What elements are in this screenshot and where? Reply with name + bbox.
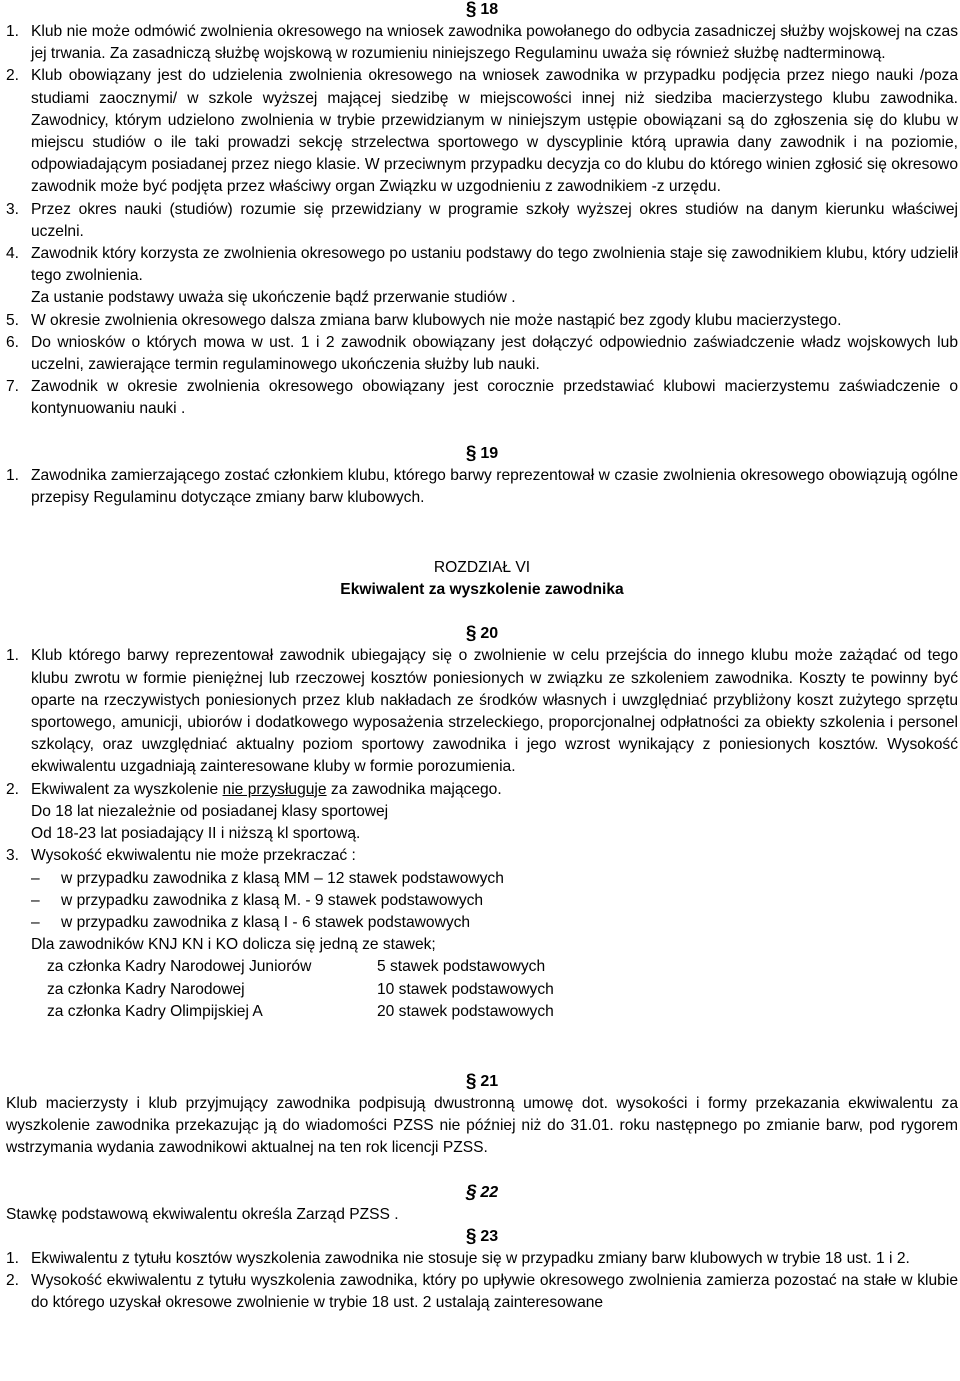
list-item: 1. Ekwiwalentu z tytułu kosztów wyszkolenia zawodnika nie stosuje się w przypadku zmiany barw klubowych w trybie 18 ust. 1 i 2. <box>6 1249 910 1267</box>
list-item: Za ustanie podstawy uważa się ukończenie bądź przerwanie studiów . <box>31 289 516 307</box>
chapter-label: ROZDZIAŁ VI <box>433 559 531 577</box>
rate-who: za członka Kadry Narodowej <box>47 980 245 998</box>
section-18-title: § 18 <box>465 0 499 20</box>
list-item: 1. Klub nie może odmówić zwolnienia okresowego na wniosek zawodnika powołanego do odbycia zasadniczej służby wojskowej na czas jej trwania. Za zasadniczą służbę wojskową w rozumieniu niniejszego Regulaminu uważa się również służbę nadterminową. <box>6 23 958 63</box>
list-item: 6. Do wniosków o których mowa w ust. 1 i 2 zawodnik obowiązany jest dołączyć odpowiednio zaświadczenie władz wojskowych lub uczelni, zawierające termin regulaminowego ukończenia służby lub nauki. <box>6 333 958 374</box>
section-18 <box>6 21 958 421</box>
section-sign-icon: § <box>465 623 477 645</box>
list-item: 3. Wysokość ekwiwalentu nie może przekraczać : <box>6 847 356 865</box>
section-19-title: § 19 <box>465 442 499 464</box>
section-sign-icon: § <box>465 442 477 464</box>
list-item: 5. W okresie zwolnienia okresowego dalsza zmiana barw klubowych nie może nastąpić bez zgody klubu macierzystego. <box>6 311 842 329</box>
list-item: 2. Ekwiwalent za wyszkolenie nie przysługuje za zawodnika mającego. <box>6 780 502 798</box>
extra-rates-table <box>6 956 958 1023</box>
list-item-line: Do 18 lat niezależnie od posiadanej klasy sportowej <box>31 802 389 820</box>
section-sign-icon: § <box>465 1070 477 1092</box>
list-item: 1. Zawodnika zamierzającego zostać członkiem klubu, którego barwy reprezentował w czasie zwolnienia okresowego obowiązują ogólne przepisy Regulaminu dotyczące zmiany barw klubowych. <box>6 466 958 506</box>
document-page <box>6 0 958 1314</box>
dash-item: – w przypadku zawodnika z klasą MM – 12 stawek podstawowych <box>6 868 958 890</box>
extra-rates-intro: Dla zawodników KNJ KN i KO dolicza się jedną ze stawek; <box>31 936 436 954</box>
dash-item: – w przypadku zawodnika z klasą M. - 9 stawek podstawowych <box>6 890 958 912</box>
list-item: 2. Klub obowiązany jest do udzielenia zwolnienia okresowego na wniosek zawodnika w przypadku podjęcia przez niego nauki /poza studiami zaocznymi/ w szkole wyższej mającej siedzibę w miejscowości innej niż siedziba macierzystego klubu zawodnika. Zawodnicy, którym udzielono zwolnienia w trybie przewidzianym w niniejszym ustępie obowiązani są do zgłoszenia się do klubu w miejscu studiów o ile taki prowadzi sekcję strzelectwa sportowego w dyscyplinie którą uprawia dany zawodnik i na poziomie, odpowiadającym posiadanej przez niego klasie. W przeciwnym przypadku decyzja co do klubu do którego winien zgłosić się okresowo zawodnik może być podjęta przez właściwy organ Związku w uzgodnieniu z zawodnikiem -z urzędu. <box>6 67 958 196</box>
section-sign-icon: § <box>465 1181 477 1203</box>
dash-icon: – <box>31 869 40 887</box>
list-item: 7. Zawodnik w okresie zwolnienia okresowego obowiązany jest corocznie przedstawiać klubowi macierzystemu zaświadczenie o kontynuowaniu nauki . <box>6 378 958 418</box>
chapter-title: Ekwiwalent za wyszkolenie zawodnika <box>340 581 624 599</box>
rate-value: 5 stawek podstawowych <box>377 958 546 976</box>
paragraph: Klub macierzysty i klub przyjmujący zawodnika podpisują dwustronną umowę dot. wysokości i formy przekazania ekwiwalentu za wyszkolenie zawodnika przekazując ją do wiadomości PZSS nie później niż do 31.01. roku następnego po zmianie barw, pod rygorem wstrzymania wydania zawodnikowi aktualnej na ten rok licencji PZSS. <box>6 1094 958 1157</box>
rate-who: za członka Kadry Olimpijskiej A <box>47 1002 263 1020</box>
paragraph: Stawkę podstawową ekwiwalentu określa Zarząd PZSS . <box>6 1205 399 1223</box>
list-item: 2. Wysokość ekwiwalentu z tytułu wyszkolenia zawodnika, który po upływie okresowego zwolnienia zamierza pozostać na stałe w klubie do którego uzyskał okresowe zwolnienie w trybie 18 ust. 2 ustalają zainteresowane <box>6 1271 958 1312</box>
section-sign-icon: § <box>465 0 477 20</box>
section-21-title: § 21 <box>465 1070 499 1092</box>
dash-icon: – <box>31 891 40 909</box>
list-item: 3. Przez okres nauki (studiów) rozumie się przewidziany w programie szkoły wyższej okres studiów na danym kierunku właściwej uczelni. <box>6 200 958 240</box>
dash-item: – w przypadku zawodnika z klasą I - 6 stawek podstawowych <box>6 912 958 934</box>
section-22-title: § 22 <box>465 1181 499 1203</box>
section-sign-icon: § <box>465 1225 477 1247</box>
dash-icon: – <box>31 913 40 931</box>
rate-value: 20 stawek podstawowych <box>377 1002 554 1020</box>
section-20-title: § 20 <box>465 623 499 645</box>
list-item: 1. Klub którego barwy reprezentował zawodnik ubiegający się o zwolnienie w celu przejścia do innego klubu może zażądać od tego klubu zwrotu w formie pieniężnej lub rzeczowej kosztów poniesionych w związku ze szkoleniem zawodnika. Koszty te powinny być oparte na rzeczywistych poniesionych przez klub nakładach ze środków własnych i uwzględniać przybliżony koszt zużytego sprzętu sportowego, amunicji, ubiorów i dodatkowego wyposażenia strzeleckiego, proporcjonalnej odpłatności za obiekty szkolenia i personel szkolący, oraz uwzględniać aktualny poziom sportowy zawodnika i jego wzrost wynikający z poniesionych kosztów. Wysokość ekwiwalentu uzgadniają zainteresowane kluby w formie porozumienia. <box>6 647 958 776</box>
list-item: 4. Zawodnik który korzysta ze zwolnienia okresowego po ustaniu podstawy do tego zwolnienia staje się zawodnikiem klubu, który udzielił tego zwolnienia. <box>6 245 958 285</box>
section-23-title: § 23 <box>465 1225 499 1247</box>
list-item-line: Od 18-23 lat posiadający II i niższą kl sportową. <box>31 825 361 843</box>
rate-who: za członka Kadry Narodowej Juniorów <box>47 958 312 976</box>
rate-value: 10 stawek podstawowych <box>377 980 554 998</box>
